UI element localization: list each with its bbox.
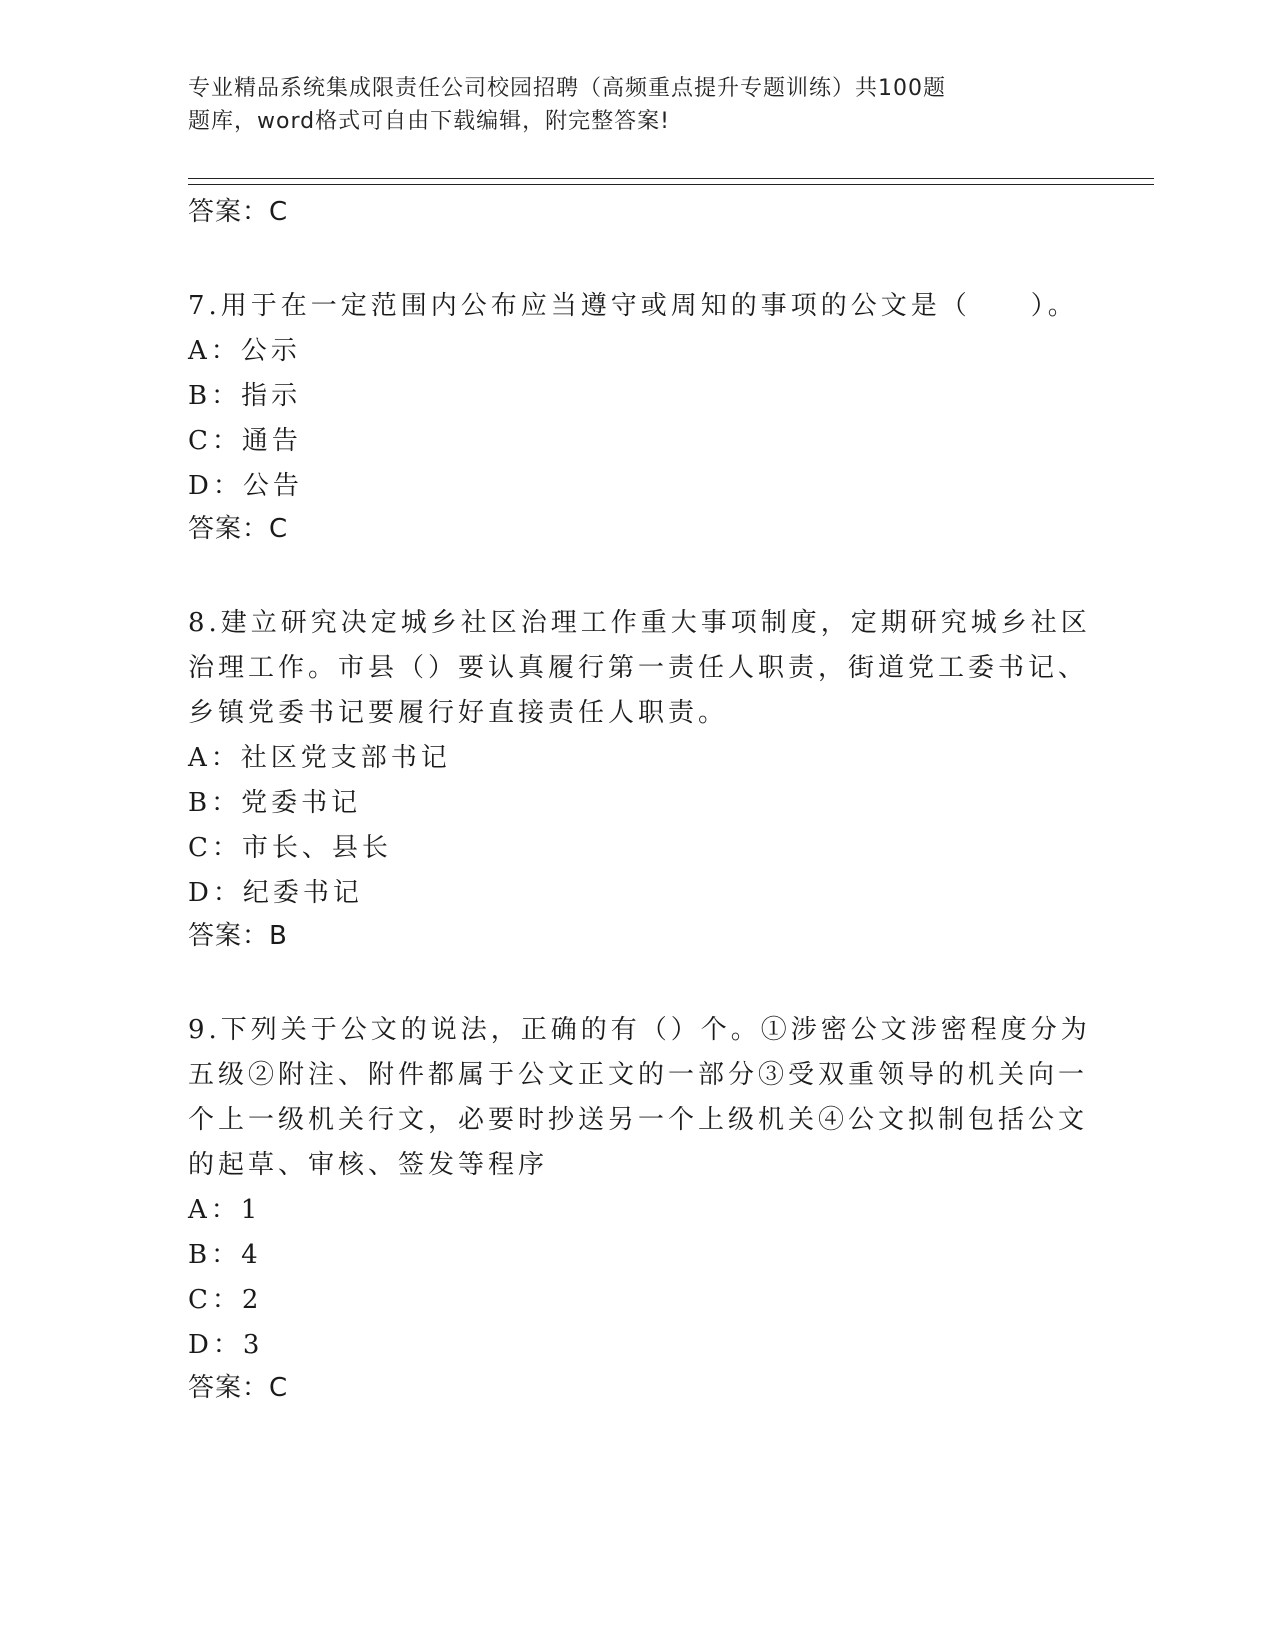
document-header xyxy=(188,72,1028,138)
option-text: 1 xyxy=(240,1195,262,1225)
question-stem-line: 个上一级机关行文，必要时抄送另一个上级机关④公文拟制包括公文 xyxy=(188,1105,1089,1135)
option-c xyxy=(188,419,1088,464)
option-key: B： xyxy=(188,788,242,818)
option-key: D： xyxy=(188,471,243,501)
option-b xyxy=(188,374,1088,419)
option-text: 纪委书记 xyxy=(242,878,363,908)
question-stem xyxy=(188,284,1078,329)
question-8 xyxy=(188,601,1091,956)
option-key: C： xyxy=(188,833,242,863)
option-c xyxy=(188,826,1088,871)
option-b xyxy=(188,1233,1088,1278)
option-d xyxy=(188,871,1088,916)
option-text: 社区党支部书记 xyxy=(240,743,451,773)
option-text: 2 xyxy=(241,1285,263,1315)
header-divider-bottom xyxy=(188,184,1154,185)
option-c xyxy=(188,1278,1088,1323)
option-text: 指示 xyxy=(241,381,302,411)
option-b xyxy=(188,781,1088,826)
option-d xyxy=(188,1323,1088,1368)
option-text: 公示 xyxy=(240,336,301,366)
question-stem-line: 五级②附注、附件都属于公文正文的一部分③受双重领导的机关向一 xyxy=(188,1060,1089,1090)
option-text: 3 xyxy=(242,1330,264,1360)
question-stem xyxy=(188,1008,1091,1188)
question-stem xyxy=(188,601,1091,736)
question-7 xyxy=(188,284,1088,549)
option-d xyxy=(188,464,1088,509)
option-key: D： xyxy=(188,878,243,908)
option-key: A： xyxy=(188,1195,241,1225)
option-text: 市长、县长 xyxy=(241,833,392,863)
question-stem-line: 治理工作。市县（）要认真履行第一责任人职责，街道党工委书记、 xyxy=(188,653,1089,683)
option-text: 通告 xyxy=(241,426,302,456)
question-9 xyxy=(188,1008,1091,1408)
previous-question-answer: 答案：C xyxy=(188,197,289,227)
question-stem-line: 9.下列关于公文的说法，正确的有（）个。①涉密公文涉密程度分为 xyxy=(188,1015,1091,1045)
question-answer: 答案：C xyxy=(188,514,289,544)
question-stem-line: 乡镇党委书记要履行好直接责任人职责。 xyxy=(188,698,729,728)
question-stem-line: 7.用于在一定范围内公布应当遵守或周知的事项的公文是（ ）。 xyxy=(188,291,1078,321)
header-divider-top xyxy=(188,178,1154,179)
option-key: B： xyxy=(188,1240,242,1270)
option-a xyxy=(188,1188,1088,1233)
question-stem-line: 的起草、审核、签发等程序 xyxy=(188,1150,549,1180)
option-key: D： xyxy=(188,1330,243,1360)
question-answer: 答案：C xyxy=(188,1373,289,1403)
question-answer: 答案：B xyxy=(188,921,288,951)
question-stem-line: 8.建立研究决定城乡社区治理工作重大事项制度，定期研究城乡社区 xyxy=(188,608,1091,638)
option-text: 公告 xyxy=(242,471,303,501)
header-title-line-1: 专业精品系统集成限责任公司校园招聘（高频重点提升专题训练）共100题 xyxy=(188,76,946,101)
option-key: B： xyxy=(188,381,242,411)
option-a xyxy=(188,736,1088,781)
option-a xyxy=(188,329,1088,374)
header-title-line-2: 题库，word格式可自由下载编辑，附完整答案! xyxy=(188,109,670,134)
option-text: 4 xyxy=(241,1240,262,1270)
option-key: C： xyxy=(188,1285,242,1315)
option-key: A： xyxy=(188,336,241,366)
option-key: C： xyxy=(188,426,242,456)
option-text: 党委书记 xyxy=(241,788,362,818)
option-key: A： xyxy=(188,743,241,773)
document-body xyxy=(188,192,1091,1408)
